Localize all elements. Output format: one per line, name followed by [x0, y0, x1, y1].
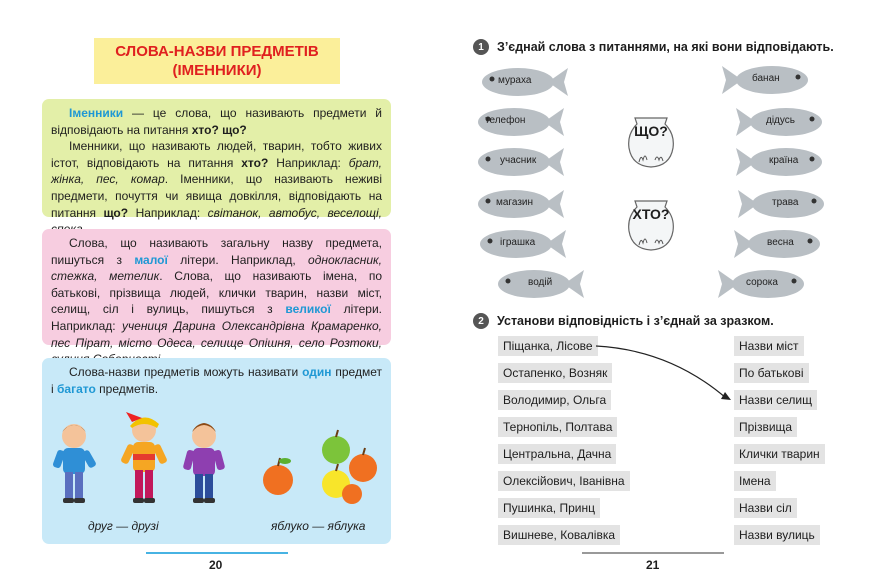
task-one-heading [473, 39, 834, 55]
apples-illustration [258, 428, 388, 506]
fish-left-4[interactable] [474, 186, 566, 222]
text-run: Іменники, що називають людей, тварин, тобто живих істот, відповідають на питання [51, 139, 382, 170]
fish-left-label-3: учасник [500, 155, 537, 166]
section-title-line-1: СЛОВА-НАЗВИ ПРЕДМЕТІВ [115, 43, 319, 60]
fish-right-1[interactable] [720, 62, 812, 98]
definition-paragraph-1 [51, 105, 382, 138]
fish-left-5[interactable] [476, 226, 568, 262]
fish-left-label-6: водій [528, 277, 553, 288]
fish-right-label-1: банан [752, 73, 780, 84]
example-inanimate: світанок, автобус, веселощі, [207, 205, 382, 220]
caption-apples: яблуко — яблука [271, 519, 366, 533]
fish-left-6[interactable] [494, 266, 586, 302]
bowl-who[interactable] [625, 197, 677, 253]
text-run: Наприклад: [268, 155, 349, 170]
fish-right-5[interactable] [732, 226, 824, 262]
match-left-7[interactable]: Пушинка, Принц [498, 498, 600, 518]
text-run: . Слова, що називають імена, по батькові, прізвища людей, клички тварин, назви міст, селищ, сіл і вулиць, пишуться з [51, 269, 382, 317]
task-two-text: Установи відповідність і з’єднай за зразком. [497, 314, 774, 328]
fish-left-1[interactable] [478, 64, 570, 100]
task-two-number: 2 [473, 313, 489, 329]
definition-card [42, 99, 391, 220]
fish-right-label-3: країна [769, 155, 799, 166]
match-left-8[interactable]: Вишневе, Ковалівка [498, 525, 620, 545]
fish-left-label-4: магазин [496, 197, 534, 208]
boy-three-figure [183, 423, 226, 503]
match-left-6[interactable]: Олексійович, Іванівна [498, 471, 630, 491]
match-right-8[interactable]: Назви вулиць [734, 525, 820, 545]
highlight-many: багато [57, 381, 96, 396]
text-run: Наприклад: [128, 205, 208, 220]
text-run: Слова, що називають загальну назву предмета, пишуться з [51, 236, 382, 267]
text-run: предметів. [95, 381, 159, 396]
bowl-who-label: ХТО? [632, 206, 670, 222]
question-what: що? [103, 205, 129, 220]
page-number-left: 20 [209, 558, 223, 572]
section-title-box [94, 38, 340, 84]
number-paragraph [51, 364, 382, 397]
match-right-3[interactable]: Назви селищ [734, 390, 817, 410]
fish-left-label-1: мураха [498, 75, 532, 86]
fish-right-label-4: трава [772, 197, 799, 208]
fish-left-2[interactable] [474, 104, 566, 140]
page-underline-right [582, 552, 724, 554]
bowl-what-label: ЩО? [634, 123, 668, 139]
fish-right-4[interactable] [736, 186, 828, 222]
boys-illustration [46, 408, 226, 516]
text-run: предмет і [51, 365, 382, 396]
fish-right-2[interactable] [734, 104, 826, 140]
fish-right-label-5: весна [767, 237, 794, 248]
text-run: Слова-назви предметів можуть називати [69, 365, 303, 379]
match-right-7[interactable]: Назви сіл [734, 498, 797, 518]
fish-left-label-5: іграшка [500, 237, 536, 248]
example-proper: учениця Дарина Олександрівна Крамаренко, пес Пірат, місто Одеса, селище Опішня, село Розтоки, [51, 318, 382, 350]
fish-right-label-6: сорока [746, 277, 778, 288]
page-underline-left [146, 552, 288, 554]
single-apple [263, 458, 293, 495]
fish-right-6[interactable] [716, 266, 808, 302]
task-one-text: З’єднай слова з питаннями, на які вони відповідають. [497, 40, 834, 54]
text-run: — це слова, що називають предмети й відповідають на питання [51, 106, 382, 137]
highlight-one: один [302, 365, 332, 379]
match-left-5[interactable]: Центральна, Дачна [498, 444, 616, 464]
question-who: хто? [241, 155, 269, 170]
boy-one-figure [52, 424, 97, 503]
definition-paragraph-2 [51, 138, 382, 238]
match-left-2[interactable]: Остапенко, Возняк [498, 363, 612, 383]
highlight-small-letter: малої [134, 252, 168, 267]
match-left-4[interactable]: Тернопіль, Полтава [498, 417, 617, 437]
match-right-2[interactable]: По батькові [734, 363, 809, 383]
example-common: однокласник, стежка, метелик [51, 252, 382, 284]
section-title-line-2: (ІМЕННИКИ) [172, 62, 262, 79]
apple-group [322, 430, 377, 504]
fish-right-3[interactable] [734, 144, 826, 180]
text-run: літери. Наприклад, [167, 252, 309, 267]
page-number-right: 21 [646, 558, 660, 572]
boy-two-figure [120, 412, 168, 503]
match-right-1[interactable]: Назви міст [734, 336, 804, 356]
capitalization-paragraph [51, 235, 382, 368]
task-one-number: 1 [473, 39, 489, 55]
match-left-1[interactable]: Піщанка, Лісове [498, 336, 598, 356]
match-left-3[interactable]: Володимир, Ольга [498, 390, 611, 410]
fish-left-label-2: телефон [485, 115, 526, 126]
task-two-heading [473, 313, 774, 329]
example-animate: брат, жінка, пес, комар [51, 155, 382, 187]
example-arrow [590, 336, 740, 406]
highlight-capital-letter: великої [285, 302, 331, 317]
bowl-what[interactable] [625, 114, 677, 170]
fish-right-label-2: дідусь [766, 115, 795, 126]
question-who-what: хто? що? [191, 122, 247, 137]
match-right-6[interactable]: Імена [734, 471, 776, 491]
text-run: . Іменники, що називають неживі предмети, почуття чи явища довкілля, відповідають на питання [51, 172, 382, 220]
caption-friends: друг — друзі [88, 519, 159, 533]
fish-left-3[interactable] [474, 144, 566, 180]
match-right-4[interactable]: Прізвища [734, 417, 797, 437]
match-right-5[interactable]: Клички тварин [734, 444, 825, 464]
term-nouns: Іменники [69, 106, 124, 120]
text-run: літери. Наприклад: [51, 302, 382, 333]
capitalization-card [42, 229, 391, 350]
